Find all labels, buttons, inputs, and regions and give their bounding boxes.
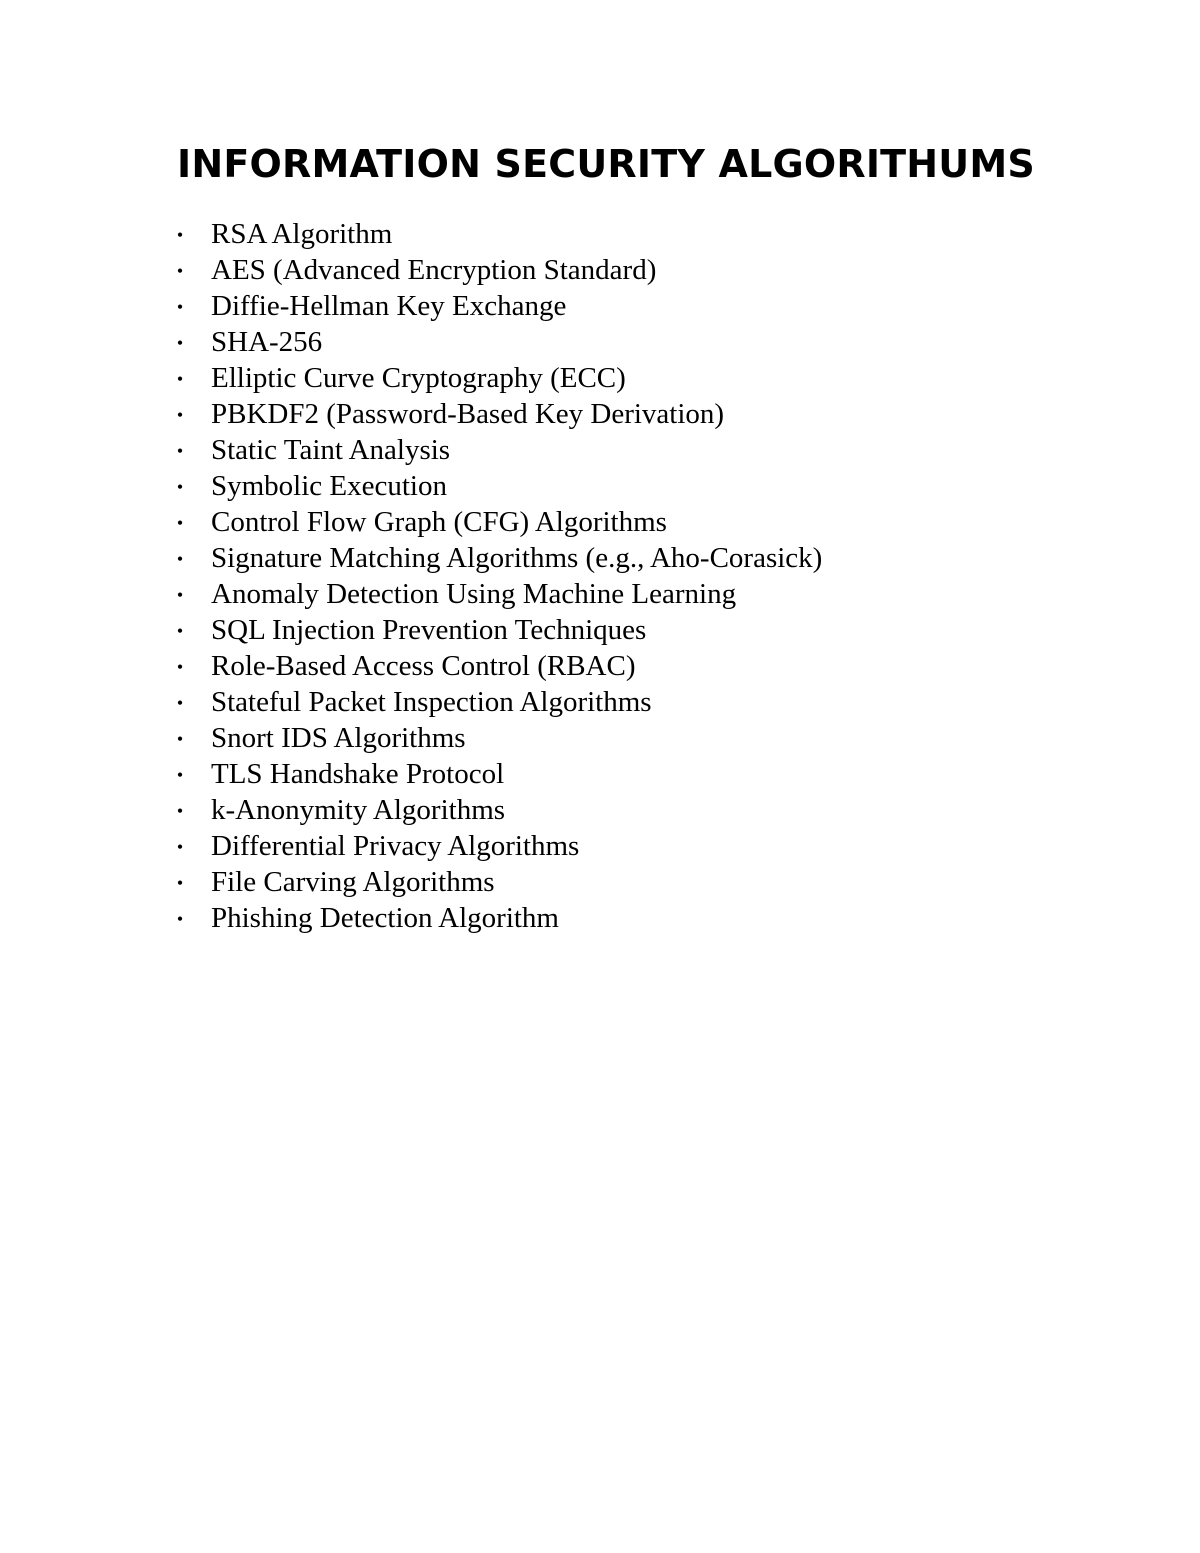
list-item-text: Control Flow Graph (CFG) Algorithms bbox=[211, 506, 667, 538]
list-item-text: Symbolic Execution bbox=[211, 470, 447, 502]
list-item-text: Elliptic Curve Cryptography (ECC) bbox=[211, 362, 626, 394]
list-item-text: k-Anonymity Algorithms bbox=[211, 794, 506, 826]
list-item-text: Role-Based Access Control (RBAC) bbox=[211, 650, 636, 682]
bullet-icon: • bbox=[176, 801, 184, 821]
bullet-icon: • bbox=[176, 549, 184, 569]
bullet-icon: • bbox=[176, 477, 184, 497]
bullet-icon: • bbox=[176, 621, 184, 641]
list-item-text: File Carving Algorithms bbox=[211, 866, 495, 898]
bullet-icon: • bbox=[176, 873, 184, 893]
list-item-text: PBKDF2 (Password-Based Key Derivation) bbox=[211, 398, 725, 430]
bullet-icon: • bbox=[176, 585, 184, 605]
bullet-icon: • bbox=[176, 909, 184, 929]
bullet-icon: • bbox=[176, 225, 184, 245]
bullet-icon: • bbox=[176, 261, 184, 281]
page-title: INFORMATION SECURITY ALGORITHUMS bbox=[177, 142, 1035, 186]
list-item-text: SHA-256 bbox=[211, 326, 323, 358]
bullet-icon: • bbox=[176, 837, 184, 857]
list-item-text: Stateful Packet Inspection Algorithms bbox=[211, 686, 652, 718]
list-item-text: SQL Injection Prevention Techniques bbox=[211, 614, 647, 646]
bullet-icon: • bbox=[176, 729, 184, 749]
list-item-text: TLS Handshake Protocol bbox=[211, 758, 505, 790]
bullet-icon: • bbox=[176, 765, 184, 785]
list-item-text: Static Taint Analysis bbox=[211, 434, 451, 466]
bullet-icon: • bbox=[176, 657, 184, 677]
bullet-icon: • bbox=[176, 441, 184, 461]
list-item-text: AES (Advanced Encryption Standard) bbox=[211, 254, 657, 286]
bullet-icon: • bbox=[176, 693, 184, 713]
bullet-icon: • bbox=[176, 405, 184, 425]
bullet-icon: • bbox=[176, 333, 184, 353]
list-item-text: Phishing Detection Algorithm bbox=[211, 902, 559, 934]
list-item-text: Signature Matching Algorithms (e.g., Aho-Corasick) bbox=[211, 542, 823, 574]
list-item-text: Snort IDS Algorithms bbox=[211, 722, 466, 754]
bullet-icon: • bbox=[176, 513, 184, 533]
bullet-icon: • bbox=[176, 369, 184, 389]
list-item-text: Diffie-Hellman Key Exchange bbox=[211, 290, 567, 322]
list-item-text: RSA Algorithm bbox=[211, 218, 393, 250]
bullet-icon: • bbox=[176, 297, 184, 317]
list-item-text: Anomaly Detection Using Machine Learning bbox=[211, 578, 737, 610]
list-item-text: Differential Privacy Algorithms bbox=[211, 830, 580, 862]
